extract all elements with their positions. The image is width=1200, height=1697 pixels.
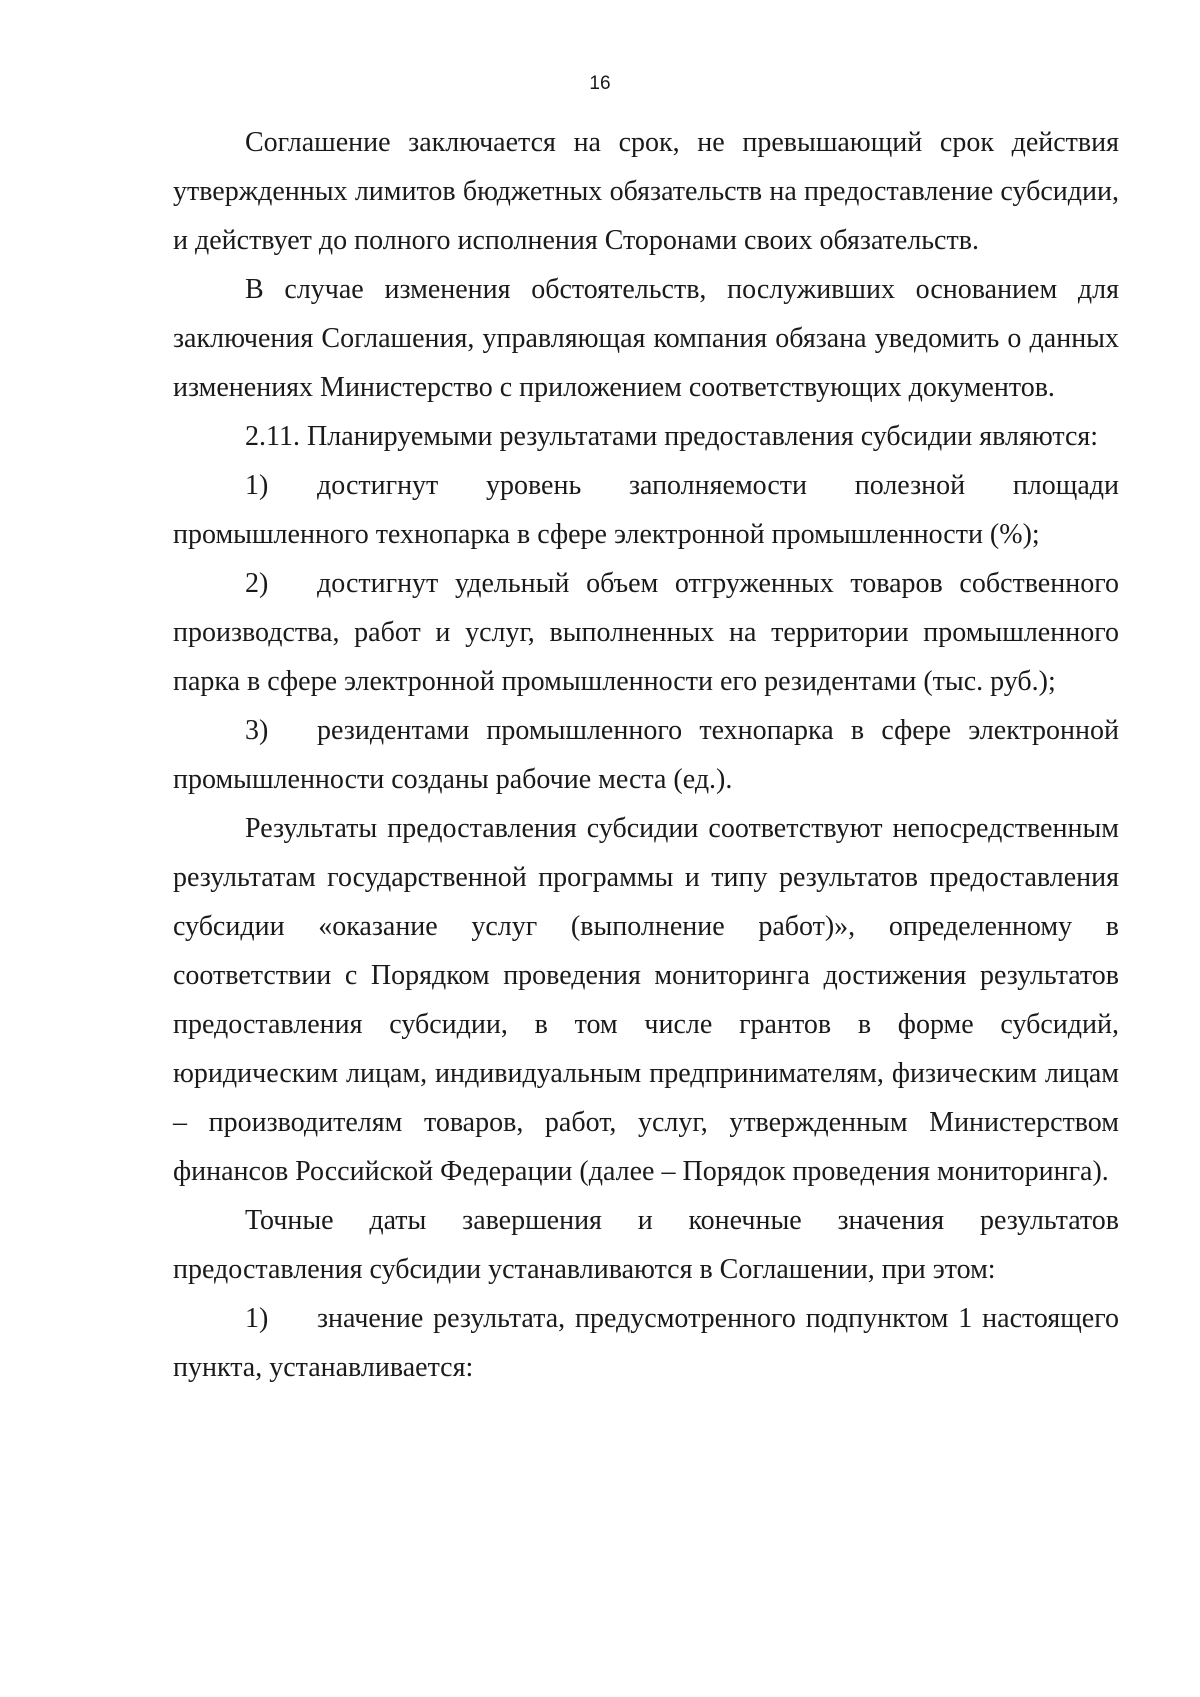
list-number: 3) (245, 715, 269, 746)
list-item-value-1 (173, 1294, 1119, 1392)
list-item-text: достигнут уровень заполняемости полезной площади промышленного технопарка в сфере электронной промышленности (%); (173, 470, 1119, 550)
paragraph-exact-dates: Точные даты завершения и конечные значения результатов предоставления субсидии устанавливаются в Соглашении, при этом: (173, 1205, 1119, 1285)
list-item-text: достигнут удельный объем отгруженных товаров собственного производства, работ и услуг, выполненных на территории промышленного парка в сфере электронной промышленности его резидентами (тыс. руб.); (173, 568, 1119, 697)
list-number: 1) (245, 470, 269, 501)
list-item-2 (173, 559, 1119, 706)
list-item-text: резидентами промышленного технопарка в сфере электронной промышленности созданы рабочие места (ед.). (173, 715, 1119, 795)
list-item-3 (173, 706, 1119, 804)
paragraph-agreement-term: Соглашение заключается на срок, не превышающий срок действия утвержденных лимитов бюджетных обязательств на предоставление субсидии, и действует до полного исполнения Сторонами своих обязательств. (173, 127, 1119, 256)
list-item-1 (173, 461, 1119, 559)
paragraph-results-correspondence: Результаты предоставления субсидии соответствуют непосредственным результатам государственной программы и типу результатов предоставления субсидии «оказание услуг (выполнение работ)», определенному в соответствии с Порядком проведения мониторинга достижения результатов предоставления субсидии, в том числе грантов в форме субсидий, юридическим лицам, индивидуальным предпринимателям, физическим лицам – производителям товаров, работ, услуг, утвержденным Министерством финансов Российской Федерации (далее – Порядок проведения мониторинга). (173, 813, 1119, 1187)
section-number: 2.11. (245, 421, 300, 452)
paragraph-section-2-11 (173, 412, 1119, 461)
document-body (173, 118, 1119, 1392)
list-number: 1) (245, 1303, 269, 1334)
list-number: 2) (245, 568, 269, 599)
page-number: 16 (589, 73, 611, 94)
paragraph-change-notice: В случае изменения обстоятельств, послуживших основанием для заключения Соглашения, управляющая компания обязана уведомить о данных изменениях Министерство с приложением соответствующих документов. (173, 274, 1119, 403)
list-item-text: значение результата, предусмотренного подпунктом 1 настоящего пункта, устанавливается: (173, 1303, 1119, 1383)
paragraph-text: Планируемыми результатами предоставления субсидии являются: (307, 421, 1099, 452)
